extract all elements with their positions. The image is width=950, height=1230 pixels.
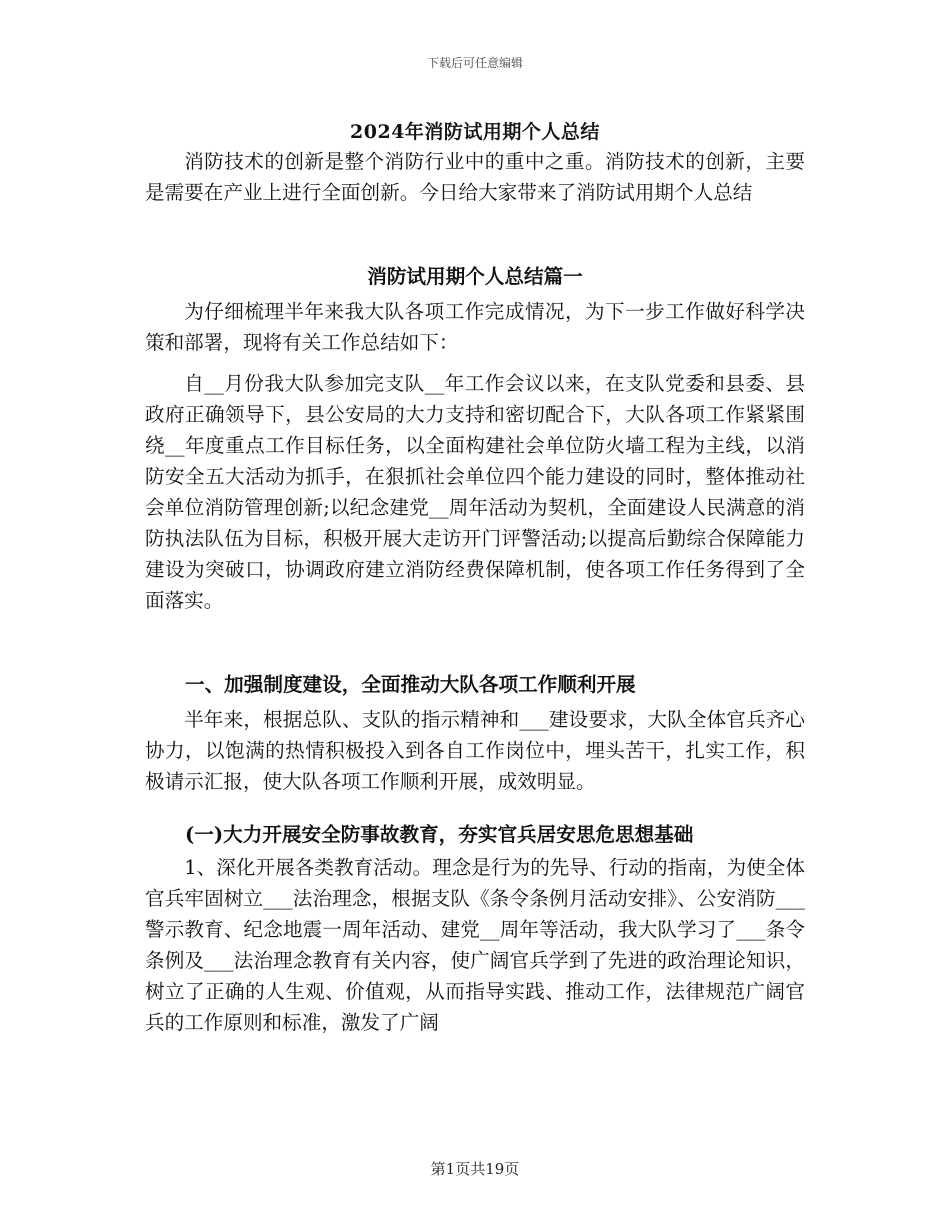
section-1-heading: 一、加强制度建设，全面推动大队各项工作顺利开展 <box>185 673 636 696</box>
header-note: 下载后可任意编辑 <box>426 56 523 70</box>
page-footer: 第1页共19页 <box>430 1160 520 1178</box>
document-title: 2024年消防试用期个人总结 <box>350 121 600 143</box>
paragraph-2: 自__月份我大队参加完支队__年工作会议以来，在支队党委和县委、县政府正确领导下，县公安局的大力支持和密切配合下，大队各项工作紧紧围绕__年度重点工作目标任务，以全面构建社会单位防火墙工程为主线，以消防安全五大活动为抓手，在狠抓社会单位四个能力建设的同时，整体推动社会单位消防管理创新;以纪念建党__周年活动为契机，全面建设人民满意的消防执法队伍为目标，积极开展大走访开门评警活动;以提高后勤综合保障能力建设为突破口，协调政府建立消防经费保障机制，使各项工作任务得到了全面落实。 <box>145 372 805 612</box>
paragraph-3: 半年来，根据总队、支队的指示精神和___建设要求，大队全体官兵齐心协力，以饱满的热情积极投入到各自工作岗位中，埋头苦干，扎实工作，积极请示汇报，使大队各项工作顺利开展，成效明显。 <box>145 708 805 793</box>
part-heading: 消防试用期个人总结篇一 <box>367 265 583 288</box>
paragraph-4: 1、深化开展各类教育活动。理念是行为的先导、行动的指南，为使全体官兵牢固树立___法治理念，根据支队《条令条例月活动安排》、公安消防___警示教育、纪念地震一周年活动、建党__周年等活动，我大队学习了___条令条例及___法治理念教育有关内容，使广阔官兵学到了先进的政治理论知识，树立了正确的人生观、价值观，从而指导实践、推动工作，法律规范广阔官兵的工作原则和标准，激发了广阔 <box>145 856 805 1034</box>
subsection-1-heading: (一)大力开展安全防事故教育，夯实官兵居安思危思想基础 <box>185 823 694 846</box>
paragraph-1: 为仔细梳理半年来我大队各项工作完成情况，为下一步工作做好科学决策和部署，现将有关工作总结如下： <box>145 300 805 354</box>
intro-paragraph: 消防技术的创新是整个消防行业中的重中之重。消防技术的创新，主要是需要在产业上进行全面创新。今日给大家带来了消防试用期个人总结 <box>145 150 805 204</box>
